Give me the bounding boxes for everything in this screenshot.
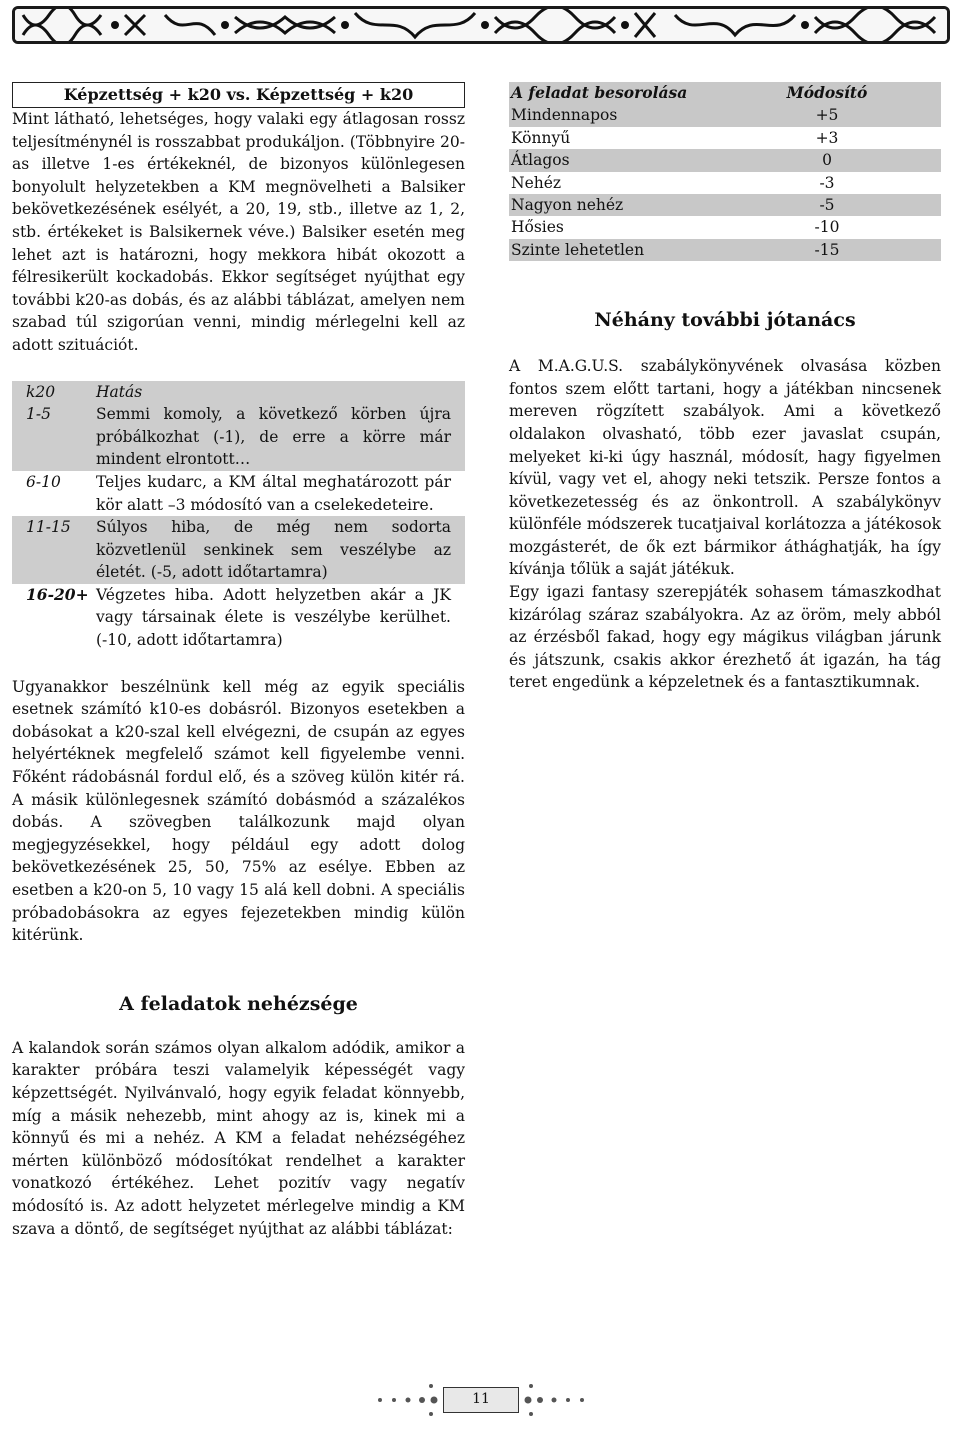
modifier-value: -15 [814, 240, 840, 259]
task-category: Mindennapos [511, 106, 618, 125]
table-row [509, 239, 941, 261]
k20-header-label: k20 [12, 381, 96, 404]
task-category: Nagyon nehéz [511, 195, 624, 214]
page-number: 11 [443, 1387, 519, 1413]
modifier-value: +3 [815, 128, 839, 147]
table-row [12, 516, 465, 584]
table-row [509, 172, 941, 194]
task-category: Könnyű [511, 128, 571, 147]
modifier-value: -10 [814, 218, 840, 237]
section-title-kepzettseg: Képzettség + k20 vs. Képzettség + k20 [12, 82, 465, 108]
effect-text: Súlyos hiba, de még nem sodorta közvetlenül senkinek sem veszélybe az életét. (-5, adott időtartamra) [96, 516, 465, 584]
table-row [509, 194, 941, 216]
task-category-header: A feladat besorolása [511, 83, 688, 102]
table-row [509, 216, 941, 238]
modifier-value: -3 [819, 173, 835, 192]
modifier-table-header [509, 82, 941, 104]
modifier-value: -5 [819, 195, 835, 214]
paragraph-fantasy: Egy igazi fantasy szerepjáték sohasem támaszkodhat kizárólag száraz szabályokra. Az az öröm, mely abból az érzésből fakad, hogy egy mágikus világban járunk és játszunk, csakis akkor érezhető át igazán, ha tág teret engedünk a képzeletnek és a fantasztikumnak. [509, 583, 941, 692]
task-category: Nehéz [511, 173, 562, 192]
roll-range: 16-20+ [26, 584, 89, 604]
effect-text: Semmi komoly, a következő körben újra próbálkozhat (-1), de erre a körre már mindent elrontott… [96, 403, 465, 471]
paragraph-balsiker: Mint látható, lehetséges, hogy valaki egy átlagosan rossz teljesítménynél is rosszabbat produkáljon. (Többnyire 20-as illetve 1-es értékeknél, de bizonyos különlegesen bonyolult helyzetekben a KM megnövelheti a Balsiker bekövetkezésének esélyét, a 20, 19, stb., illetve az 1, 2, stb. értékeket is Balsikernek véve.) Balsiker esetén meg lehet azt is határozni, hogy mekkora hibát okozott a félresikerült kockadobás. Ekkor segítséget nyújthat egy további k20-as dobás, és az alábbi táblázat, amelyen nem szabad túl szigorúan venni, mindig mérlegelni kell az adott szituációt. [12, 110, 465, 354]
paragraph-difficulty: A kalandok során számos olyan alkalom adódik, amikor a karakter próbára teszi valamelyik képességét vagy képzettségét. Nyilvánvaló, hogy egyik feladat könnyebb, míg a másik nehezebb, mint ahogy az is, kinek mi a könnyű és mi a nehéz. A KM a feladat nehézségéhez mérten különböző módosítókat rendelhet a karakter vonatkozó értékéhez. Lehet pozitív vagy negatív módosító is. Az adott helyzetet mérlegelve mindig a KM szava a döntő, de segítséget nyújthat az alábbi táblázat: [12, 1038, 465, 1238]
k20-table-header [12, 381, 465, 404]
task-category: Szinte lehetetlen [511, 240, 645, 259]
effect-text: Végzetes hiba. Adott helyzetben akár a JK vagy társainak élete is veszélybe kerülhet. (-10, adott időtartamra) [96, 585, 451, 650]
decorative-header-banner [12, 6, 950, 44]
roll-range: 11-15 [12, 516, 96, 584]
roll-range: 1-5 [12, 403, 96, 471]
k20-effect-table [12, 381, 465, 652]
task-category: Átlagos [511, 151, 570, 170]
paragraph-special-rolls: Ugyanakkor beszélnünk kell még az egyik speciális esetnek számító k10-es dobásról. Bizonyos esetekben a dobásokat a k20-szal kell elvégezni, de csupán az egyes helyértéknek megfelelő számot kell figyelembe venni. Főként rádobásnál fordul elő, és a szöveg külön kitér rá. A másik különlegesnek számító dobásmód a százalékos dobás. A szövegben találkozunk majd olyan megjegyzésekkel, hogy például egy adott dolog bekövetkezésének 25, 50, 75% az esélye. Ebben az esetben a k20-on 5, 10 vagy 15 alá kell dobni. A speciális próbadobásokra az egyes fejezetekben mindig külön kitérünk. [12, 677, 465, 945]
paragraph-advice: A M.A.G.U.S. szabálykönyvének olvasása közben fontos szem előtt tartani, hogy a játékban nincsenek mereven rögzített szabályok. Ami a következő oldalakon olvasható, több ezer javaslat csupán, melyeket ki-ki úgy használ, módosít, hagy figyelmen kívül, vagy vet el, ahogy neki tetszik. Persze fontos a következetesség és az önkontroll. A szabálykönyv különféle módszerek tucatjaival korlátozza a játékosok mozgásterét, de ők ezt bármikor áthághatják, ha így kívánja tőlük a saját játékuk. [509, 357, 941, 579]
modifier-header: Módosító [786, 83, 868, 102]
effect-text: Teljes kudarc, a KM által meghatározott pár kör alatt –3 módosító van a cselekedeteire. [96, 472, 451, 514]
table-row [509, 149, 941, 171]
table-row [509, 104, 941, 126]
modifier-value: 0 [822, 151, 832, 170]
table-row [509, 127, 941, 149]
section-title-jotanacs: Néhány további jótanács [594, 309, 856, 332]
right-column [509, 82, 941, 694]
effect-header-label: Hatás [96, 381, 465, 404]
table-row [12, 471, 465, 516]
task-category: Hősies [511, 218, 564, 237]
section-title-feladatok: A feladatok nehézsége [119, 992, 358, 1015]
left-column [12, 82, 465, 1240]
table-row [12, 403, 465, 471]
celtic-knot-ornament [15, 9, 947, 41]
roll-range: 6-10 [26, 472, 61, 491]
table-row [12, 584, 465, 652]
modifier-value: +5 [815, 106, 839, 125]
difficulty-modifier-table [509, 82, 941, 261]
